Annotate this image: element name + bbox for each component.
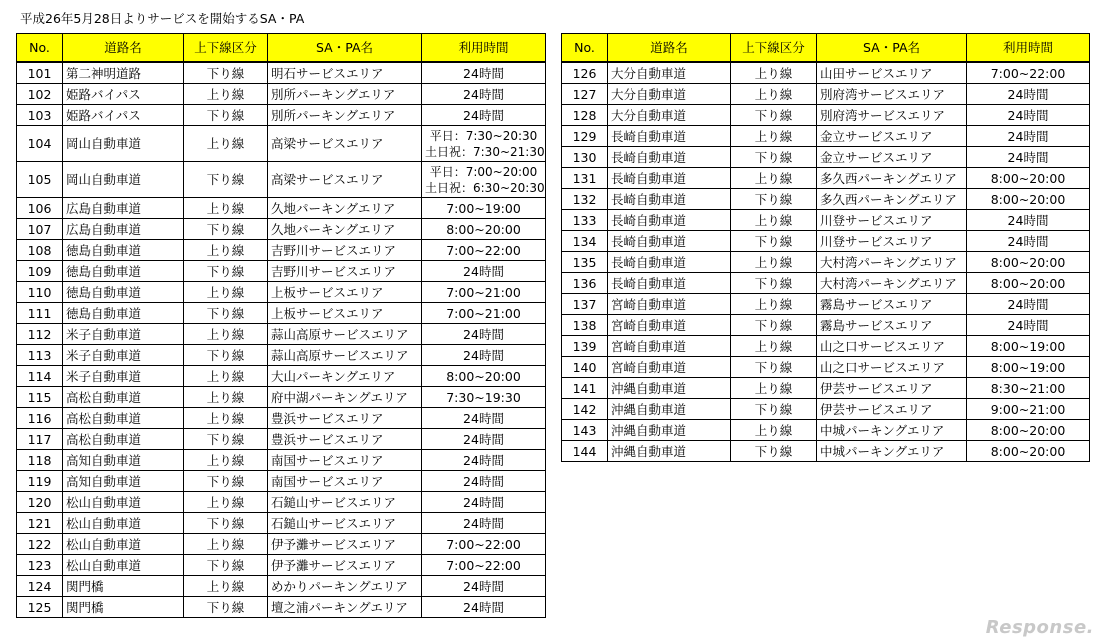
- row-number: 107: [17, 219, 63, 240]
- direction: 下り線: [184, 219, 268, 240]
- sapa-name: めかりパーキングエリア: [268, 576, 422, 597]
- document-title: 平成26年5月28日よりサービスを開始するSA・PA: [20, 11, 305, 26]
- operating-hours: 24時間: [422, 597, 546, 618]
- road-name: 高知自動車道: [63, 450, 184, 471]
- direction: 上り線: [184, 366, 268, 387]
- table-row: [17, 282, 546, 303]
- sapa-name: 山之口サービスエリア: [817, 357, 967, 378]
- operating-hours: 24時間: [967, 231, 1090, 252]
- table-row: [17, 555, 546, 576]
- road-name: 大分自動車道: [608, 105, 731, 126]
- direction: 上り線: [184, 126, 268, 162]
- direction: 上り線: [184, 282, 268, 303]
- road-name: 高松自動車道: [63, 408, 184, 429]
- road-name: 広島自動車道: [63, 198, 184, 219]
- road-name: 徳島自動車道: [63, 282, 184, 303]
- road-name: 高松自動車道: [63, 429, 184, 450]
- road-name: 米子自動車道: [63, 345, 184, 366]
- sapa-name: 蒜山高原サービスエリア: [268, 345, 422, 366]
- road-name: 米子自動車道: [63, 324, 184, 345]
- row-number: 105: [17, 162, 63, 198]
- table-row: [562, 168, 1090, 189]
- row-number: 101: [17, 62, 63, 84]
- direction: 下り線: [184, 345, 268, 366]
- operating-hours: 8:00~20:00: [967, 252, 1090, 273]
- road-name: 長崎自動車道: [608, 210, 731, 231]
- road-name: 長崎自動車道: [608, 231, 731, 252]
- sapa-name: 壇之浦パーキングエリア: [268, 597, 422, 618]
- sapa-name: 上板サービスエリア: [268, 282, 422, 303]
- sapa-name: 大山パーキングエリア: [268, 366, 422, 387]
- road-name: 関門橋: [63, 576, 184, 597]
- row-number: 134: [562, 231, 608, 252]
- row-number: 137: [562, 294, 608, 315]
- table-row: [562, 315, 1090, 336]
- table-row: [562, 210, 1090, 231]
- row-number: 133: [562, 210, 608, 231]
- table-row: [562, 357, 1090, 378]
- table-row: [17, 84, 546, 105]
- direction: 下り線: [184, 429, 268, 450]
- sapa-name: 久地パーキングエリア: [268, 219, 422, 240]
- table-row: [17, 513, 546, 534]
- road-name: 長崎自動車道: [608, 147, 731, 168]
- road-name: 徳島自動車道: [63, 261, 184, 282]
- direction: 上り線: [731, 294, 817, 315]
- operating-hours: 8:00~20:00: [967, 189, 1090, 210]
- sapa-name: 別府湾サービスエリア: [817, 105, 967, 126]
- sapa-name: 多久西パーキングエリア: [817, 168, 967, 189]
- operating-hours: 7:00~22:00: [422, 534, 546, 555]
- direction: 下り線: [731, 441, 817, 462]
- row-number: 114: [17, 366, 63, 387]
- operating-hours: 24時間: [422, 62, 546, 84]
- sapa-name: 吉野川サービスエリア: [268, 240, 422, 261]
- table-header-row: [17, 34, 546, 63]
- direction: 上り線: [184, 534, 268, 555]
- sapa-name: 山田サービスエリア: [817, 62, 967, 84]
- table-row: [17, 576, 546, 597]
- direction: 上り線: [184, 450, 268, 471]
- sapa-name: 山之口サービスエリア: [817, 336, 967, 357]
- direction: 上り線: [184, 324, 268, 345]
- sapa-name: 金立サービスエリア: [817, 126, 967, 147]
- sapa-name: 石鎚山サービスエリア: [268, 513, 422, 534]
- road-name: 高知自動車道: [63, 471, 184, 492]
- table-row: [17, 105, 546, 126]
- table-row: [17, 471, 546, 492]
- sapa-name: 石鎚山サービスエリア: [268, 492, 422, 513]
- road-name: 宮崎自動車道: [608, 357, 731, 378]
- operating-hours: 8:00~20:00: [422, 219, 546, 240]
- sapa-name: 中城パーキングエリア: [817, 420, 967, 441]
- column-header-road: 道路名: [608, 34, 731, 63]
- row-number: 144: [562, 441, 608, 462]
- direction: 上り線: [184, 198, 268, 219]
- row-number: 140: [562, 357, 608, 378]
- direction: 下り線: [184, 597, 268, 618]
- table-row: [562, 189, 1090, 210]
- table-row: [562, 420, 1090, 441]
- operating-hours: 24時間: [422, 429, 546, 450]
- row-number: 106: [17, 198, 63, 219]
- direction: 下り線: [184, 62, 268, 84]
- direction: 上り線: [184, 84, 268, 105]
- sapa-name: 高梁サービスエリア: [268, 162, 422, 198]
- row-number: 129: [562, 126, 608, 147]
- table-row: [17, 162, 546, 198]
- direction: 下り線: [184, 105, 268, 126]
- table-row: [17, 219, 546, 240]
- road-name: 姫路バイパス: [63, 105, 184, 126]
- direction: 上り線: [731, 126, 817, 147]
- operating-hours: 24時間: [967, 294, 1090, 315]
- road-name: 姫路バイパス: [63, 84, 184, 105]
- road-name: 長崎自動車道: [608, 126, 731, 147]
- column-header-no: No.: [562, 34, 608, 63]
- direction: 上り線: [731, 62, 817, 84]
- road-name: 大分自動車道: [608, 84, 731, 105]
- direction: 下り線: [184, 555, 268, 576]
- sapa-table-left: [16, 33, 546, 618]
- road-name: 岡山自動車道: [63, 162, 184, 198]
- row-number: 103: [17, 105, 63, 126]
- sapa-name: 金立サービスエリア: [817, 147, 967, 168]
- direction: 上り線: [731, 378, 817, 399]
- operating-hours: 24時間: [422, 84, 546, 105]
- table-row: [562, 273, 1090, 294]
- row-number: 115: [17, 387, 63, 408]
- operating-hours: 8:00~20:00: [967, 420, 1090, 441]
- hours-weekend: 土日祝：6:30~20:30: [425, 180, 545, 195]
- table-body-right: [562, 62, 1090, 462]
- table-row: [17, 261, 546, 282]
- table-row: [562, 84, 1090, 105]
- direction: 下り線: [731, 399, 817, 420]
- table-row: [562, 147, 1090, 168]
- operating-hours: 24時間: [422, 105, 546, 126]
- sapa-name: 明石サービスエリア: [268, 62, 422, 84]
- row-number: 142: [562, 399, 608, 420]
- road-name: 長崎自動車道: [608, 168, 731, 189]
- table-row: [562, 105, 1090, 126]
- row-number: 109: [17, 261, 63, 282]
- operating-hours: 8:00~20:00: [422, 366, 546, 387]
- road-name: 米子自動車道: [63, 366, 184, 387]
- operating-hours: 24時間: [422, 324, 546, 345]
- table-row: [562, 294, 1090, 315]
- road-name: 長崎自動車道: [608, 273, 731, 294]
- sapa-name: 豊浜サービスエリア: [268, 408, 422, 429]
- sapa-name: 南国サービスエリア: [268, 471, 422, 492]
- sapa-name: 霧島サービスエリア: [817, 315, 967, 336]
- sapa-name: 伊芸サービスエリア: [817, 378, 967, 399]
- table-row: [562, 399, 1090, 420]
- sapa-name: 伊予灘サービスエリア: [268, 555, 422, 576]
- column-header-sapa-name: SA・PA名: [817, 34, 967, 63]
- row-number: 127: [562, 84, 608, 105]
- sapa-name: 霧島サービスエリア: [817, 294, 967, 315]
- operating-hours: 24時間: [967, 210, 1090, 231]
- sapa-name: 南国サービスエリア: [268, 450, 422, 471]
- hours-weekday: 平日：7:00~20:00: [429, 164, 538, 179]
- direction: 上り線: [731, 84, 817, 105]
- row-number: 121: [17, 513, 63, 534]
- operating-hours: 24時間: [967, 147, 1090, 168]
- road-name: 沖縄自動車道: [608, 378, 731, 399]
- table-row: [562, 336, 1090, 357]
- direction: 下り線: [731, 315, 817, 336]
- sapa-name: 別所パーキングエリア: [268, 105, 422, 126]
- row-number: 119: [17, 471, 63, 492]
- row-number: 125: [17, 597, 63, 618]
- row-number: 104: [17, 126, 63, 162]
- operating-hours: 24時間: [967, 126, 1090, 147]
- table-row: [17, 126, 546, 162]
- row-number: 138: [562, 315, 608, 336]
- sapa-name: 多久西パーキングエリア: [817, 189, 967, 210]
- table-row: [17, 534, 546, 555]
- operating-hours: 24時間: [422, 492, 546, 513]
- operating-hours: 7:00~22:00: [967, 62, 1090, 84]
- row-number: 111: [17, 303, 63, 324]
- column-header-sapa-name: SA・PA名: [268, 34, 422, 63]
- row-number: 110: [17, 282, 63, 303]
- road-name: 宮崎自動車道: [608, 336, 731, 357]
- column-header-direction: 上下線区分: [731, 34, 817, 63]
- direction: 上り線: [731, 168, 817, 189]
- sapa-name: 別所パーキングエリア: [268, 84, 422, 105]
- direction: 下り線: [731, 105, 817, 126]
- direction: 上り線: [184, 492, 268, 513]
- row-number: 118: [17, 450, 63, 471]
- operating-hours: 7:00~21:00: [422, 303, 546, 324]
- sapa-name: 府中湖パーキングエリア: [268, 387, 422, 408]
- sapa-name: 大村湾パーキングエリア: [817, 273, 967, 294]
- table-row: [17, 303, 546, 324]
- row-number: 131: [562, 168, 608, 189]
- sapa-name: 上板サービスエリア: [268, 303, 422, 324]
- road-name: 沖縄自動車道: [608, 399, 731, 420]
- sapa-name: 別府湾サービスエリア: [817, 84, 967, 105]
- operating-hours: 24時間: [967, 84, 1090, 105]
- table-row: [17, 240, 546, 261]
- operating-hours: 7:30~19:30: [422, 387, 546, 408]
- operating-hours: [422, 126, 546, 162]
- sapa-name: 川登サービスエリア: [817, 210, 967, 231]
- row-number: 116: [17, 408, 63, 429]
- table-row: [17, 597, 546, 618]
- table-row: [562, 126, 1090, 147]
- direction: 上り線: [184, 576, 268, 597]
- road-name: 長崎自動車道: [608, 252, 731, 273]
- direction: 下り線: [184, 303, 268, 324]
- direction: 下り線: [731, 147, 817, 168]
- hours-weekday: 平日：7:30~20:30: [429, 128, 538, 143]
- direction: 下り線: [731, 357, 817, 378]
- column-header-no: No.: [17, 34, 63, 63]
- table-row: [17, 387, 546, 408]
- operating-hours: 24時間: [422, 261, 546, 282]
- table-row: [17, 408, 546, 429]
- operating-hours: 24時間: [422, 513, 546, 534]
- direction: 上り線: [184, 408, 268, 429]
- response-watermark-logo: Response.: [985, 617, 1094, 638]
- table-row: [562, 378, 1090, 399]
- operating-hours: 7:00~19:00: [422, 198, 546, 219]
- sapa-name: 高梁サービスエリア: [268, 126, 422, 162]
- operating-hours: [422, 162, 546, 198]
- row-number: 117: [17, 429, 63, 450]
- operating-hours: 8:00~20:00: [967, 441, 1090, 462]
- row-number: 126: [562, 62, 608, 84]
- table-body-left: [17, 62, 546, 618]
- operating-hours: 7:00~22:00: [422, 240, 546, 261]
- row-number: 135: [562, 252, 608, 273]
- direction: 上り線: [731, 336, 817, 357]
- road-name: 大分自動車道: [608, 62, 731, 84]
- sapa-name: 中城パーキングエリア: [817, 441, 967, 462]
- operating-hours: 24時間: [422, 450, 546, 471]
- row-number: 120: [17, 492, 63, 513]
- row-number: 102: [17, 84, 63, 105]
- column-header-direction: 上下線区分: [184, 34, 268, 63]
- operating-hours: 24時間: [967, 315, 1090, 336]
- table-row: [562, 441, 1090, 462]
- table-row: [17, 450, 546, 471]
- row-number: 108: [17, 240, 63, 261]
- table-row: [17, 429, 546, 450]
- column-header-road: 道路名: [63, 34, 184, 63]
- row-number: 123: [17, 555, 63, 576]
- road-name: 松山自動車道: [63, 555, 184, 576]
- road-name: 沖縄自動車道: [608, 420, 731, 441]
- direction: 下り線: [184, 471, 268, 492]
- table-row: [17, 62, 546, 84]
- road-name: 沖縄自動車道: [608, 441, 731, 462]
- operating-hours: 24時間: [422, 471, 546, 492]
- operating-hours: 24時間: [967, 105, 1090, 126]
- operating-hours: 24時間: [422, 576, 546, 597]
- road-name: 第二神明道路: [63, 62, 184, 84]
- column-header-hours: 利用時間: [422, 34, 546, 63]
- operating-hours: 24時間: [422, 408, 546, 429]
- direction: 下り線: [731, 273, 817, 294]
- row-number: 112: [17, 324, 63, 345]
- table-row: [17, 198, 546, 219]
- table-row: [17, 324, 546, 345]
- road-name: 高松自動車道: [63, 387, 184, 408]
- road-name: 宮崎自動車道: [608, 315, 731, 336]
- hours-weekend: 土日祝：7:30~21:30: [425, 144, 545, 159]
- row-number: 113: [17, 345, 63, 366]
- sapa-table-right: [561, 33, 1090, 462]
- direction: 下り線: [731, 231, 817, 252]
- sapa-name: 久地パーキングエリア: [268, 198, 422, 219]
- operating-hours: 7:00~21:00: [422, 282, 546, 303]
- row-number: 128: [562, 105, 608, 126]
- row-number: 136: [562, 273, 608, 294]
- road-name: 広島自動車道: [63, 219, 184, 240]
- direction: 上り線: [184, 240, 268, 261]
- road-name: 徳島自動車道: [63, 240, 184, 261]
- operating-hours: 8:00~19:00: [967, 357, 1090, 378]
- sapa-name: 蒜山高原サービスエリア: [268, 324, 422, 345]
- column-header-hours: 利用時間: [967, 34, 1090, 63]
- road-name: 岡山自動車道: [63, 126, 184, 162]
- table-row: [17, 492, 546, 513]
- sapa-name: 川登サービスエリア: [817, 231, 967, 252]
- table-header-row: [562, 34, 1090, 63]
- row-number: 143: [562, 420, 608, 441]
- row-number: 122: [17, 534, 63, 555]
- operating-hours: 8:00~20:00: [967, 273, 1090, 294]
- row-number: 124: [17, 576, 63, 597]
- road-name: 長崎自動車道: [608, 189, 731, 210]
- operating-hours: 8:30~21:00: [967, 378, 1090, 399]
- table-row: [562, 62, 1090, 84]
- row-number: 130: [562, 147, 608, 168]
- direction: 下り線: [184, 261, 268, 282]
- operating-hours: 8:00~20:00: [967, 168, 1090, 189]
- sapa-name: 吉野川サービスエリア: [268, 261, 422, 282]
- road-name: 松山自動車道: [63, 492, 184, 513]
- table-row: [17, 366, 546, 387]
- table-row: [562, 231, 1090, 252]
- row-number: 132: [562, 189, 608, 210]
- operating-hours: 7:00~22:00: [422, 555, 546, 576]
- direction: 上り線: [731, 420, 817, 441]
- road-name: 松山自動車道: [63, 534, 184, 555]
- operating-hours: 9:00~21:00: [967, 399, 1090, 420]
- sapa-name: 伊芸サービスエリア: [817, 399, 967, 420]
- row-number: 141: [562, 378, 608, 399]
- direction: 下り線: [184, 162, 268, 198]
- road-name: 関門橋: [63, 597, 184, 618]
- direction: 下り線: [731, 189, 817, 210]
- operating-hours: 8:00~19:00: [967, 336, 1090, 357]
- table-row: [17, 345, 546, 366]
- road-name: 宮崎自動車道: [608, 294, 731, 315]
- sapa-name: 豊浜サービスエリア: [268, 429, 422, 450]
- operating-hours: 24時間: [422, 345, 546, 366]
- direction: 上り線: [731, 252, 817, 273]
- direction: 下り線: [184, 513, 268, 534]
- sapa-name: 大村湾パーキングエリア: [817, 252, 967, 273]
- direction: 上り線: [184, 387, 268, 408]
- sapa-name: 伊予灘サービスエリア: [268, 534, 422, 555]
- row-number: 139: [562, 336, 608, 357]
- table-row: [562, 252, 1090, 273]
- road-name: 徳島自動車道: [63, 303, 184, 324]
- road-name: 松山自動車道: [63, 513, 184, 534]
- direction: 上り線: [731, 210, 817, 231]
